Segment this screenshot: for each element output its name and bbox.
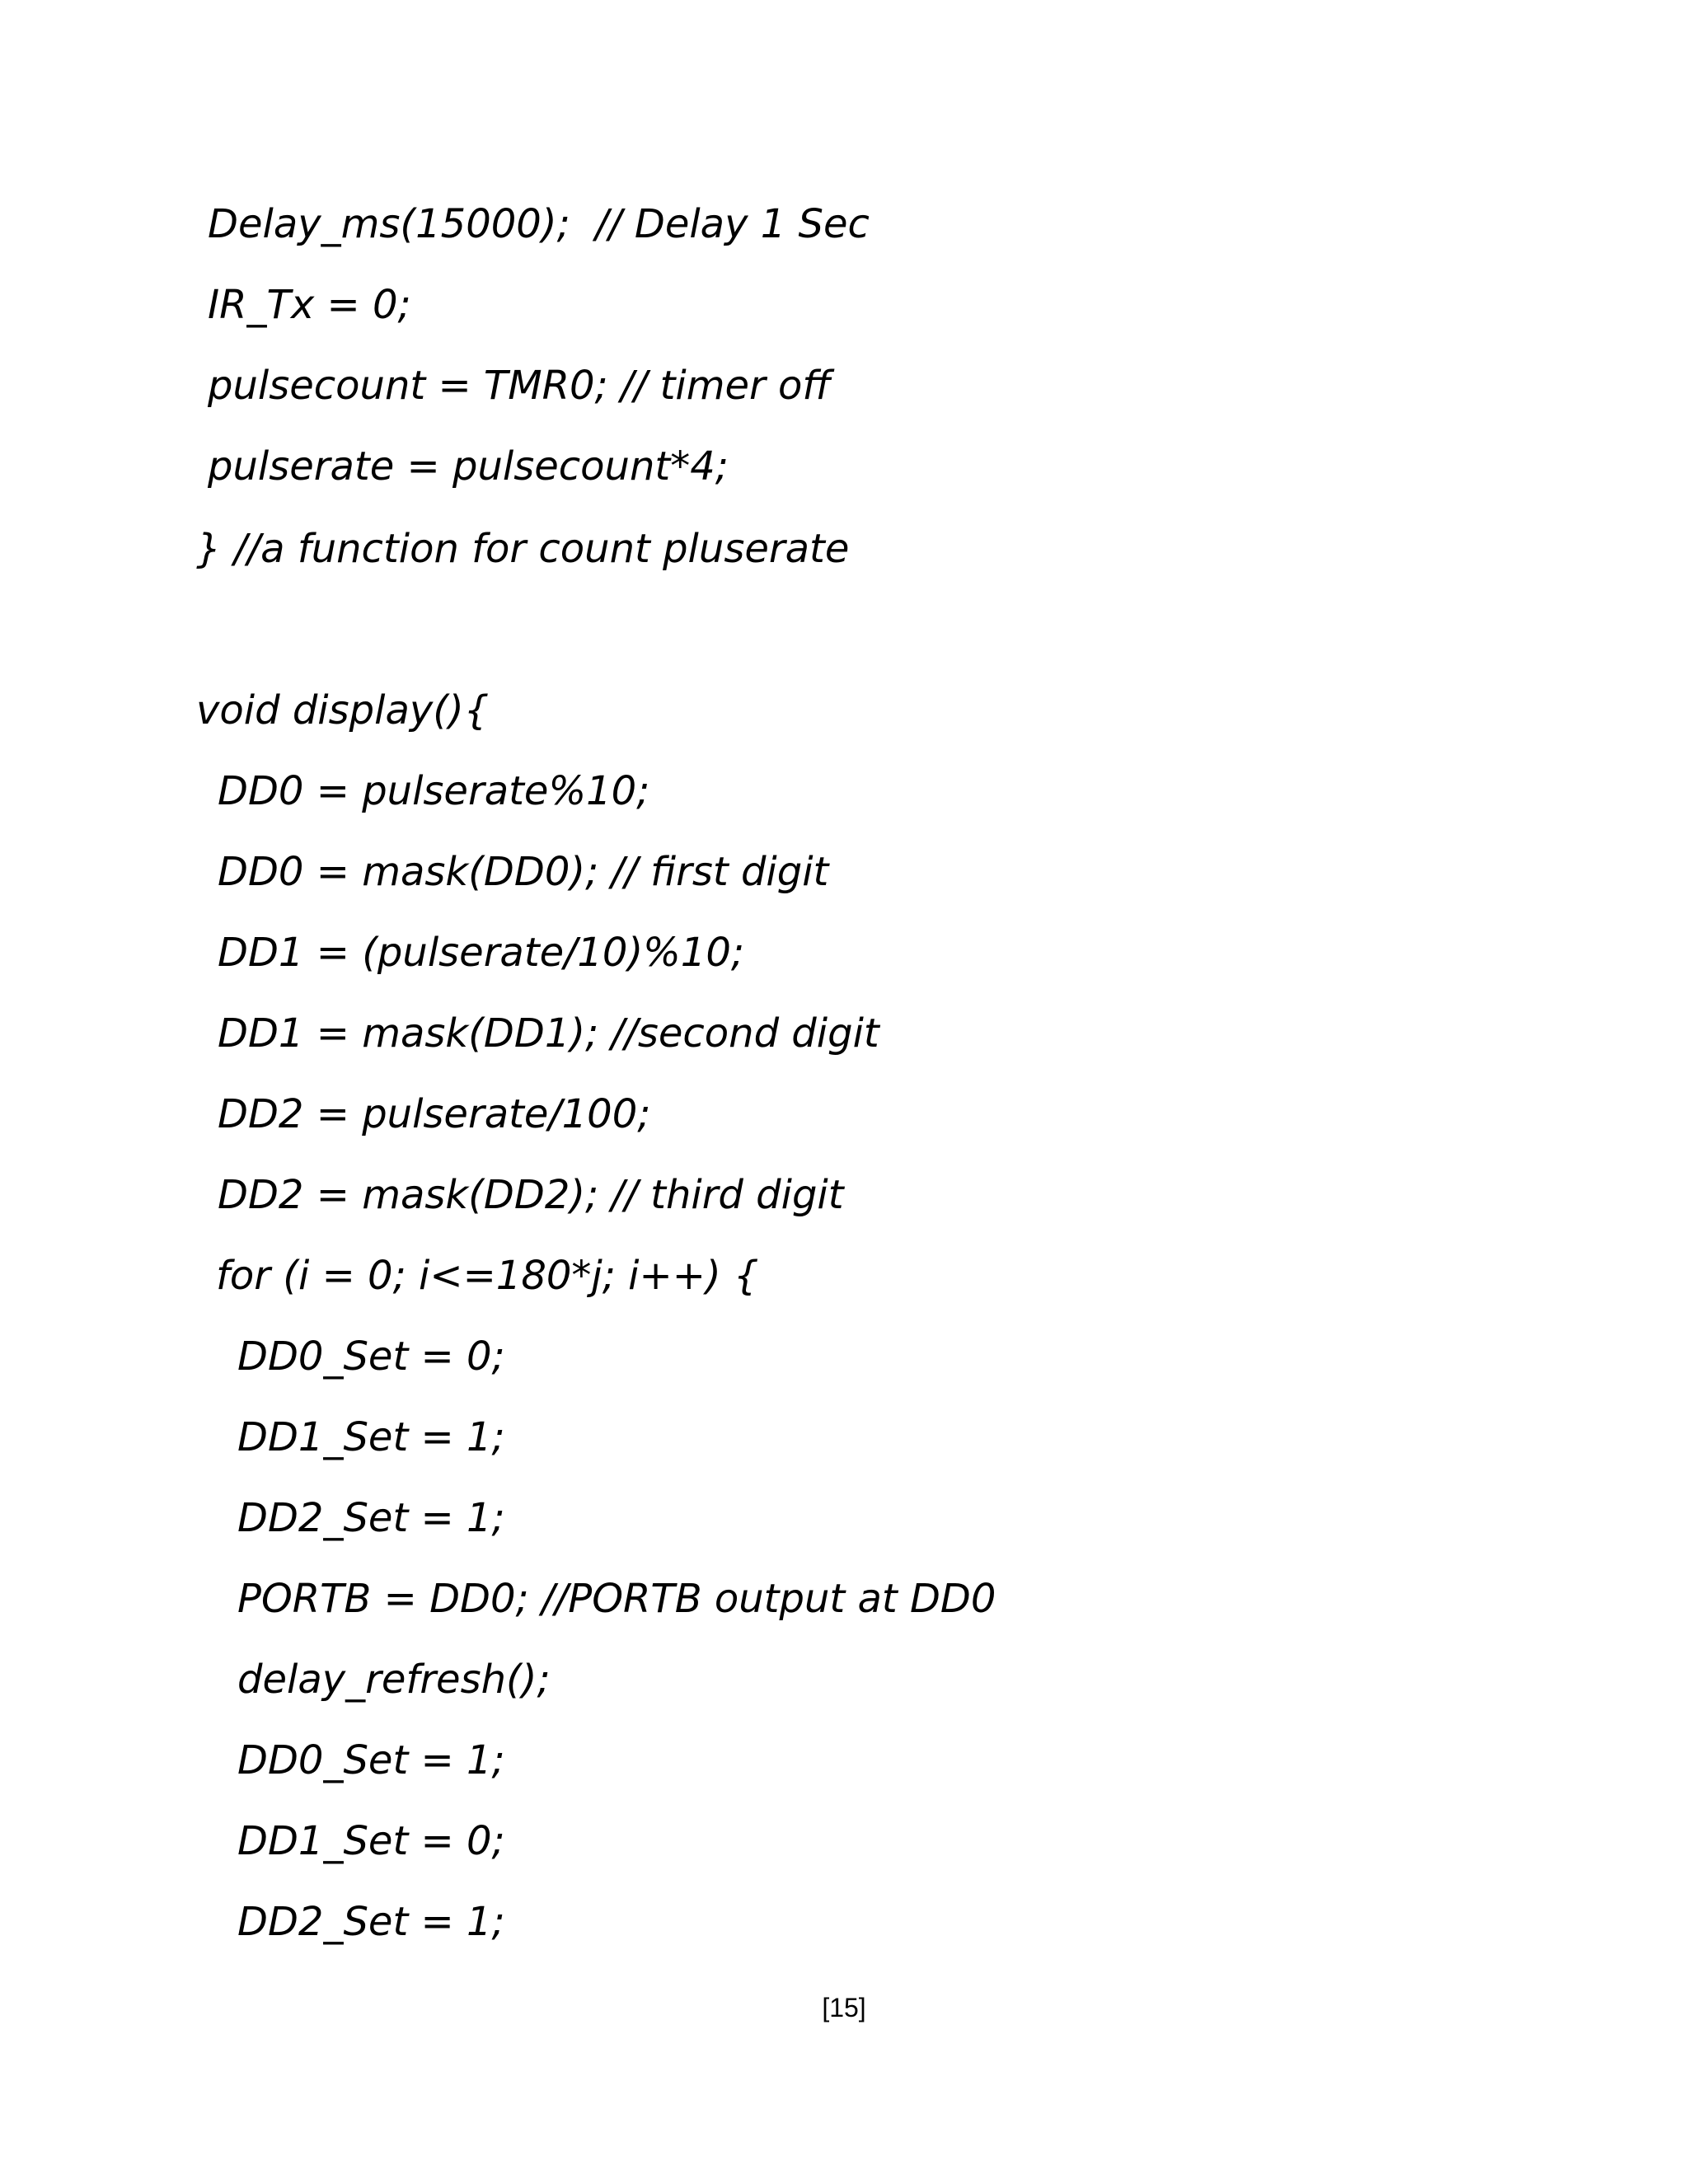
code-line: delay_refresh(); [237, 1657, 551, 1703]
code-line: DD1_Set = 0; [237, 1818, 505, 1864]
code-line: DD2 = pulserate/100; [218, 1091, 651, 1137]
code-line: DD1 = mask(DD1); //second digit [218, 1010, 879, 1057]
code-line: DD2 = mask(DD2); // third digit [218, 1172, 844, 1218]
code-line: DD0_Set = 1; [237, 1737, 505, 1783]
code-line: pulsecount = TMR0; // timer off [208, 363, 832, 409]
code-line: void display(){ [196, 687, 490, 733]
code-line: DD0_Set = 0; [237, 1333, 505, 1380]
code-line: DD2_Set = 1; [237, 1495, 505, 1541]
page-number: [15] [822, 1993, 866, 2022]
code-line: DD0 = pulserate%10; [218, 768, 650, 814]
code-line: PORTB = DD0; //PORTB output at DD0 [237, 1576, 996, 1622]
code-line: } //a function for count pluserate [196, 526, 850, 572]
code-line: DD1_Set = 1; [237, 1414, 505, 1460]
code-line: for (i = 0; i<=180*j; i++) { [216, 1253, 759, 1299]
code-line: DD1 = (pulserate/10)%10; [218, 930, 745, 976]
code-line: DD2_Set = 1; [237, 1899, 505, 1945]
code-line: Delay_ms(15000); // Delay 1 Sec [208, 201, 870, 247]
code-line: pulserate = pulsecount*4; [208, 443, 729, 490]
code-line: DD0 = mask(DD0); // first digit [218, 849, 829, 895]
code-line: IR_Tx = 0; [208, 282, 411, 328]
